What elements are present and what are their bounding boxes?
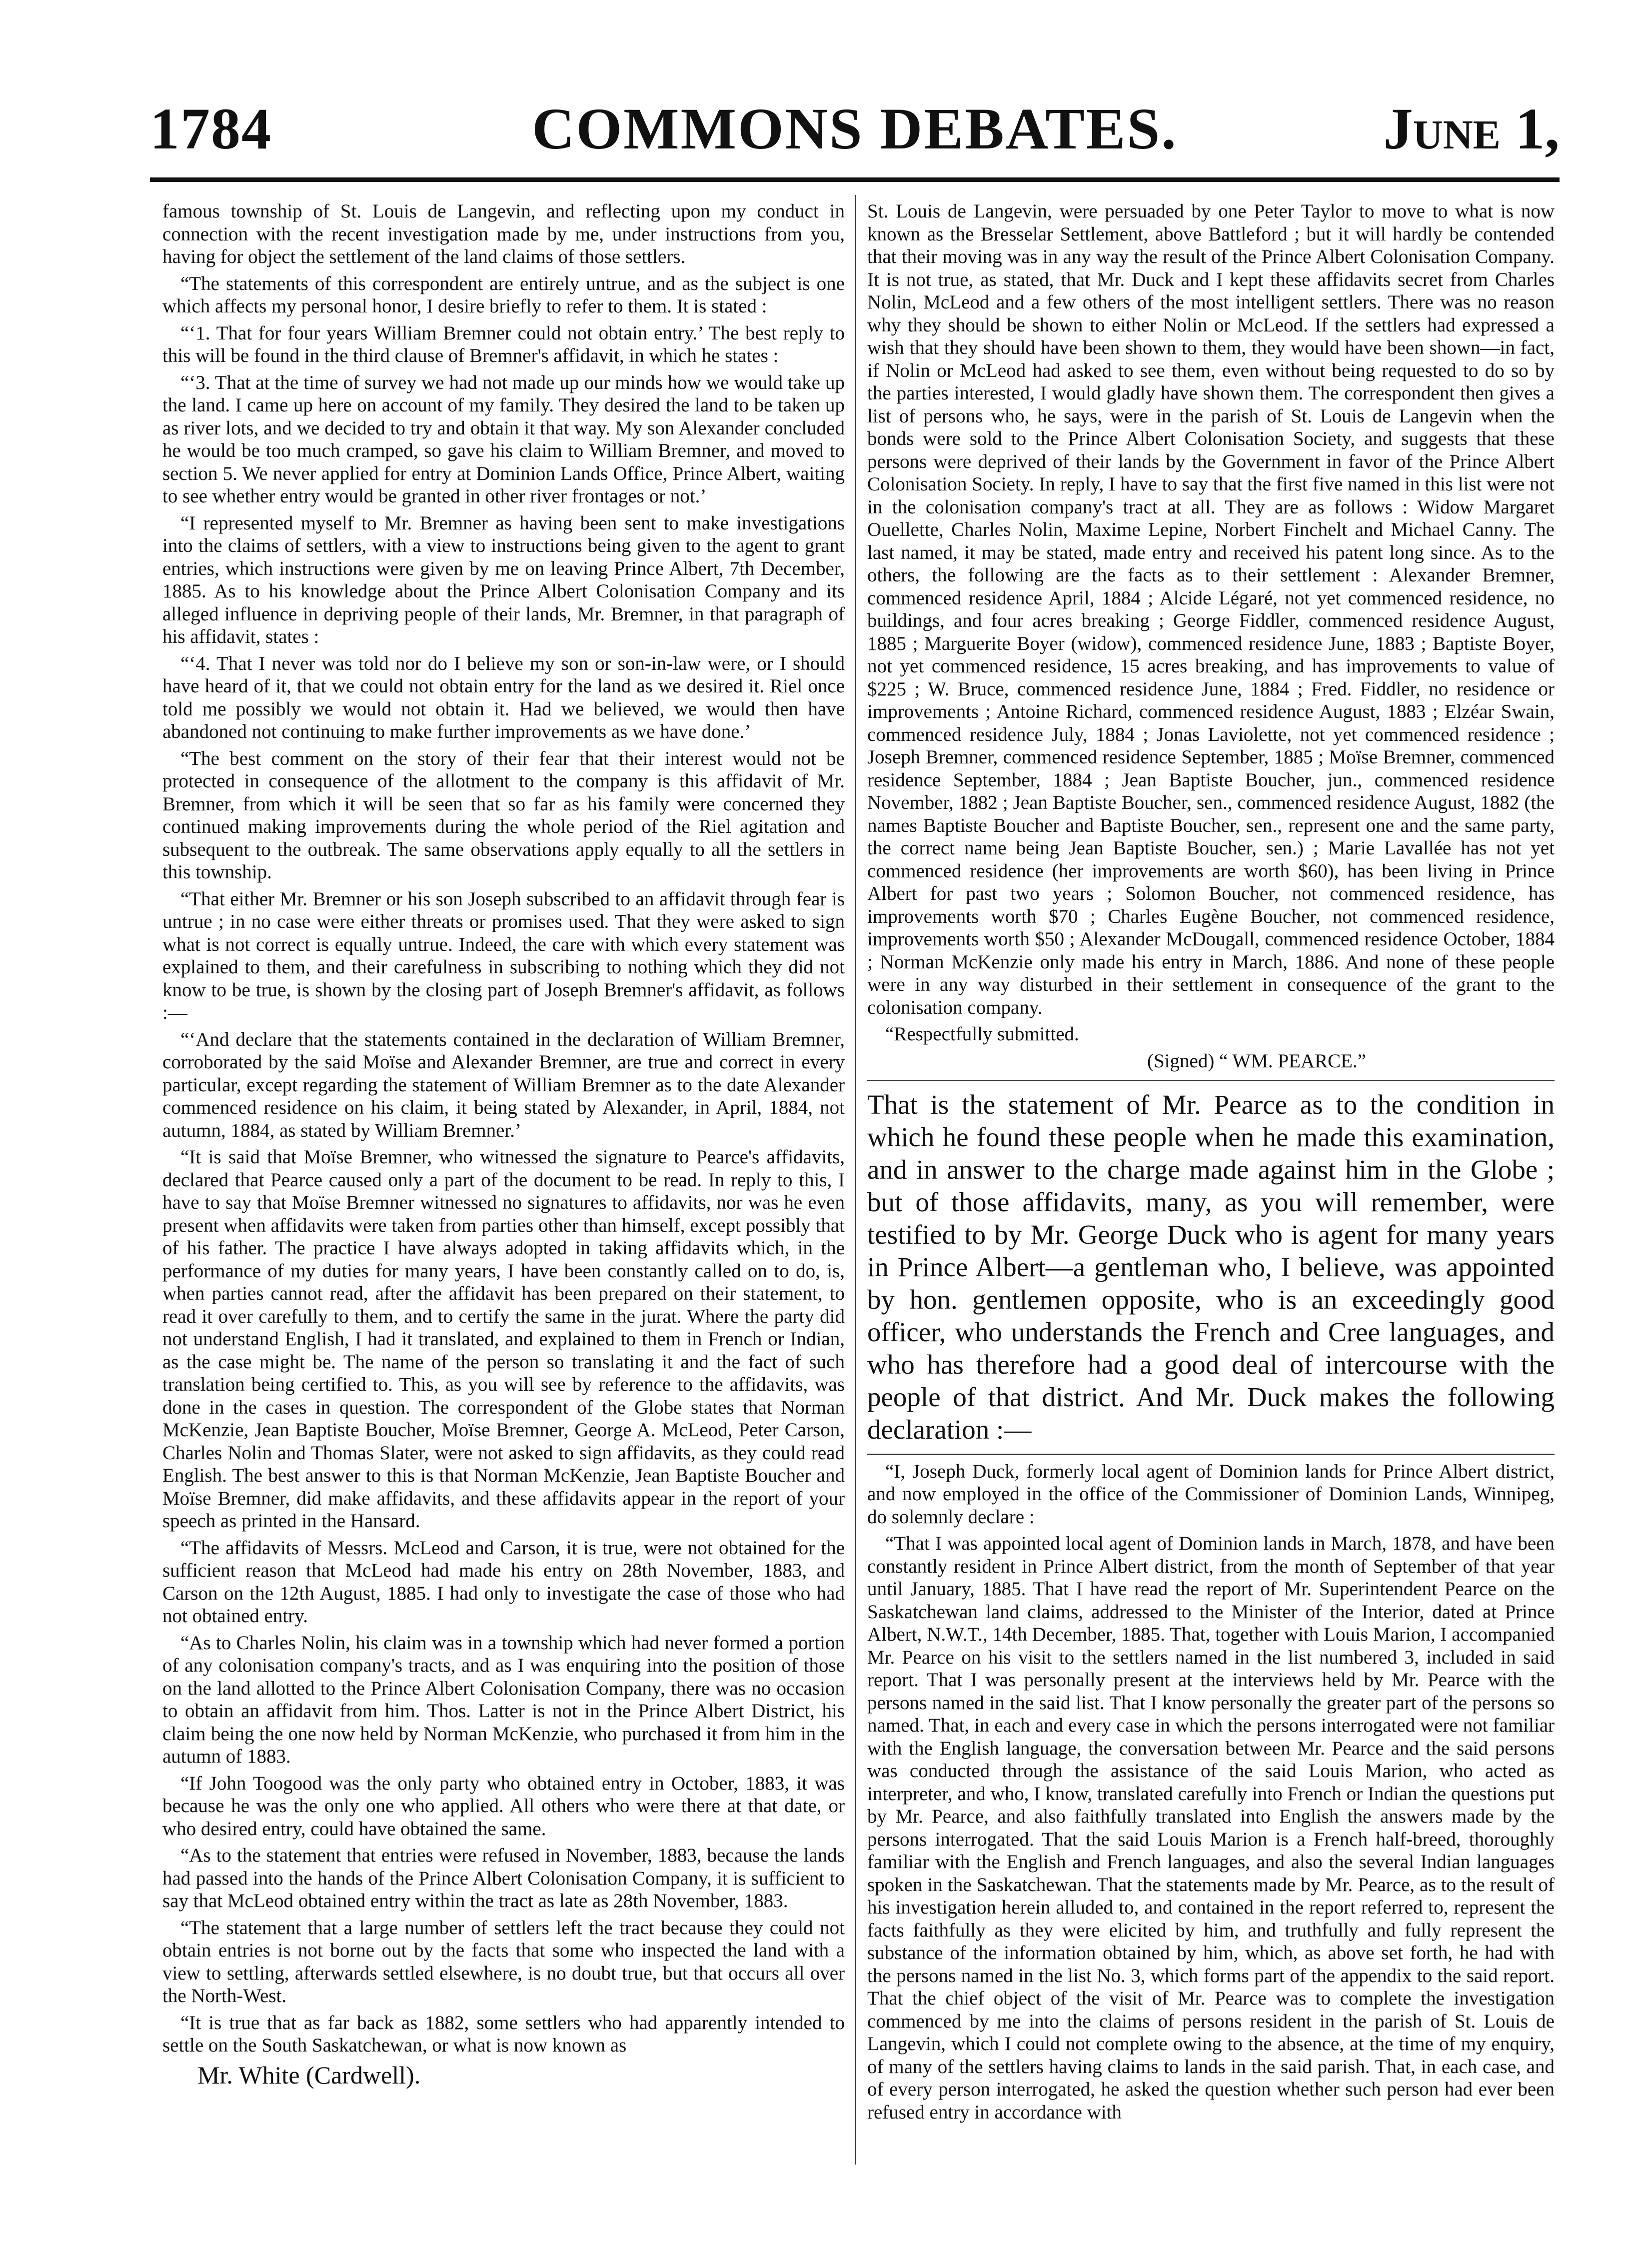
paragraph: “‘And declare that the statements contained in the declaration of William Bremner, corroborated by the said Moïse and Alexander Bremner, are true and correct in every particular, except regarding the statement of William Bremner as to the date Alexander commenced residence on his claim, it being stated by Alexander, in April, 1884, not autumn, 1884, as stated by William Bremner.’ [162, 1028, 845, 1141]
page-header [150, 95, 1560, 170]
paragraph: “‘4. That I never was told nor do I believe my son or son-in-law were, or I should have heard of it, that we could not obtain entry for the land as we desired it. Riel once told me possibly we would not obtain it. Had we believed, we would then have abandoned not continuing to make further improvements as we have done.’ [162, 652, 845, 742]
column-divider [855, 195, 856, 2165]
paragraph: “That either Mr. Bremner or his son Joseph subscribed to an affidavit through fear is untrue ; in no case were either threats or promises used. That they were asked to sign what is not correct is equally untrue. Indeed, the care with which every statement was explained to them, and their carefulness in subscribing to nothing which they did not know to be true, is shown by the closing part of Joseph Bremner's affidavit, as follows :— [162, 888, 845, 1023]
paragraph: “I represented myself to Mr. Bremner as having been sent to make investigations into the claims of settlers, with a view to instructions being given to the agent to grant entries, which instructions were given by me on leaving Prince Albert, 7th December, 1885. As to his knowledge about the Prince Albert Colonisation Company and its alleged influence in depriving people of their lands, Mr. Bremner, in that paragraph of his affidavit, states : [162, 512, 845, 647]
declaration-paragraph: “I, Joseph Duck, formerly local agent of Dominion lands for Prince Albert district, and now employed in the office of the Commissioner of Dominion Lands, Winnipeg, do solemnly declare : [867, 1460, 1555, 1528]
header-rule [150, 177, 1560, 182]
section-rule [867, 1454, 1555, 1455]
publication-title: COMMONS DEBATES. [532, 96, 1178, 161]
paragraph: “Respectfully submitted. [885, 1023, 1079, 1045]
paragraph: “‘3. That at the time of survey we had not made up our minds how we would take up the land. I came up here on account of my family. They desired the land to be taken up as river lots, and we decided to try and obtain it that way. My son Alexander concluded he would be too much cramped, so gave his claim to William Bremner, and moved to section 5. We never applied for entry at Dominion Lands Office, Prince Albert, waiting to see whether entry would be granted in other river frontages or not.’ [162, 371, 845, 507]
paragraph: “The statements of this correspondent are entirely untrue, and as the subject is one which affects my personal honor, I desire briefly to refer to them. It is stated : [162, 272, 845, 317]
paragraph: “If John Toogood was the only party who obtained entry in October, 1883, it was because he was the only one who applied. All others who were there at that date, or who desired entry, could have obtained the same. [162, 1772, 845, 1840]
paragraph: “It is true that as far back as 1882, some settlers who had apparently intended to settle on the South Saskatchewan, or what is now known as [162, 2012, 845, 2056]
paragraph: “It is said that Moïse Bremner, who witnessed the signature to Pearce's affidavits, declared that Pearce caused only a part of the document to be read. In reply to this, I have to say that Moïse Bremner witnessed no signatures to affidavits, nor was he even present when affidavits were taken from parties other than himself, except possibly that of his father. The practice I have always adopted in taking affidavits which, in the performance of my duties for many years, I have been constantly called on to do, is, when parties cannot read, after the affidavit has been prepared on their statement, to read it over carefully to them, and to certify the same in the jurat. Where the party did not understand English, I had it translated, and explained to them in French or Indian, as the case might be. The name of the person so translating it and the fact of such translation being certified to. This, as you will see by reference to the affidavits, was done in the cases in question. The correspondent of the Globe states that Norman McKenzie, Jean Baptiste Boucher, Moïse Bremner, George A. McLeod, Peter Carson, Charles Nolin and Thomas Slater, were not asked to sign affidavits, as they could read English. The best answer to this is that Norman McKenzie, Jean Baptiste Boucher and Moïse Bremner, did make affidavits, and these affidavits appear in the report of your speech as printed in the Hansard. [162, 1146, 845, 1532]
left-column [162, 200, 845, 2089]
paragraph: St. Louis de Langevin, were persuaded by one Peter Taylor to move to what is now known as the Bresselar Settlement, above Battleford ; but it will hardly be contended that their moving was in any way the result of the Prince Albert Colonisation Company. It is not true, as stated, that Mr. Duck and I kept these affidavits secret from Charles Nolin, McLeod and a few others of the most intelligent settlers. There was no reason why they should be shown to either Nolin or McLeod. If the settlers had expressed a wish that they should have been shown to them, they would have been shown—in fact, if Nolin or McLeod had asked to see them, even without being requested to do so by the parties interested, I would gladly have shown them. The correspondent then gives a list of persons who, he says, were in the parish of St. Louis de Langevin when the bonds were sold to the Prince Albert Colonisation Society, and suggests that these persons were deprived of their lands by the Government in favor of the Prince Albert Colonisation Society. In reply, I have to say that the first five named in this list were not in the colonisation company's tract at all. They are as follows : Widow Margaret Ouellette, Charles Nolin, Maxime Lepine, Norbert Finchelt and Michael Canny. The last named, it may be stated, made entry and received his patent long since. As to the others, the following are the facts as to their settlement : Alexander Bremner, commenced residence April, 1884 ; Alcide Légaré, not yet commenced residence, no buildings, and four acres breaking ; George Fiddler, commenced residence August, 1885 ; Marguerite Boyer (widow), commenced residence June, 1883 ; Baptiste Boyer, not yet commenced residence, 15 acres breaking, and has improvements to value of $225 ; W. Bruce, commenced residence June, 1884 ; Fred. Fiddler, no residence or improvements ; Antoine Richard, commenced residence August, 1883 ; Elzéar Swain, commenced residence July, 1884 ; Jonas Laviolette, not yet commenced residence ; Joseph Bremner, commenced residence September, 1885 ; Moïse Bremner, commenced residence September, 1884 ; Jean Baptiste Boucher, jun., commenced residence November, 1882 ; Jean Baptiste Boucher, sen., commenced residence August, 1882 (the names Baptiste Boucher and Baptiste Boucher, sen., represent one and the same party, the correct name being Jean Baptiste Boucher, sen.) ; Marie Lavallée has not yet commenced residence (her improvements are worth $60), has been living in Prince Albert for past two years ; Solomon Boucher, not commenced residence, has improvements worth $70 ; Charles Eugène Boucher, not commenced residence, improvements worth $50 ; Alexander McDougall, commenced residence October, 1884 ; Norman McKenzie only made his entry in March, 1886. And none of these people were in any way disturbed in their settlement in consequence of the grant to the colonisation company. [867, 200, 1555, 1018]
declaration-paragraph: “That I was appointed local agent of Dominion lands in March, 1878, and have been constantly resident in Prince Albert district, from the month of September of that year until January, 1885. That I have read the report of Mr. Superintendent Pearce on the Saskatchewan land claims, addressed to the Minister of the Interior, dated at Prince Albert, N.W.T., 14th December, 1885. That, together with Louis Marion, I accompanied Mr. Pearce on his visit to the settlers named in the list numbered 3, included in said report. That I was personally present at the interviews held by Mr. Pearce with the persons named in the said list. That I know personally the greater part of the persons so named. That, in each and every case in which the persons interrogated were not familiar with the English language, the conversation between Mr. Pearce and the said persons was conducted through the assistance of the said Louis Marion, who acted as interpreter, and who, I know, translated carefully into French or Indian the questions put by Mr. Pearce, and also faithfully translated into English the answers made by the persons interrogated. That the said Louis Marion is a French half-breed, thoroughly familiar with the English and French languages, and also the several Indian languages spoken in the Saskatchewan. That the statements made by Mr. Pearce, as to the result of his investigation herein alluded to, and contained in the report referred to, represent the facts faithfully as they were elicited by him, and truthfully and fully represent the substance of the information obtained by him, which, as above set forth, he had with the persons named in the list No. 3, which forms part of the appendix to the said report. That the chief object of the visit of Mr. Pearce was to complete the investigation commenced by me into the claims of persons resident in the parish of St. Louis de Langevin, which I could not complete owing to the absence, at the time of my enquiry, of many of the settlers having claims to lands in the said parish. That, in each case, and of every person interrogated, he asked the question whether such person had ever been refused entry in accordance with [867, 1533, 1555, 2123]
paragraph: famous township of St. Louis de Langevin, and reflecting upon my conduct in connection with the recent investigation made by me, under instructions from you, having for object the settlement of the land claims of those settlers. [162, 200, 845, 267]
speech-paragraph: That is the statement of Mr. Pearce as to the condition in which he found these people when he made this examination, and in answer to the charge made against him in the Globe ; but of those affidavits, many, as you will remember, were testified to by Mr. George Duck who is agent for many years in Prince Albert—a gentleman who, I believe, was appointed by hon. gentlemen opposite, who is an exceedingly good officer, who understands the French and Cree languages, and who has therefore had a good deal of intercourse with the people of that district. And Mr. Duck makes the following declaration :— [867, 1089, 1555, 1445]
page-date: June 1, [1383, 96, 1560, 161]
page-number: 1784 [150, 96, 272, 161]
signature-line: (Signed) “ WM. PEARCE.” [1147, 1050, 1366, 1072]
section-rule [867, 1080, 1555, 1081]
right-column [867, 200, 1555, 2128]
paragraph: “As to Charles Nolin, his claim was in a township which had never formed a portion of any colonisation company's tracts, and as I was enquiring into the position of those on the land allotted to the Prince Albert Colonisation Company, there was no occasion to obtain an affidavit from him. Thos. Latter is not in the Prince Albert District, his claim being the one now held by Norman McKenzie, who purchased it from him in the autumn of 1883. [162, 1632, 845, 1767]
paragraph: “‘1. That for four years William Bremner could not obtain entry.’ The best reply to this will be found in the third clause of Bremner's affidavit, in which he states : [162, 322, 845, 366]
paragraph: “The affidavits of Messrs. McLeod and Carson, it is true, were not obtained for the sufficient reason that McLeod had made his entry on 28th November, 1883, and Carson on the 12th August, 1885. I had only to investigate the case of those who had not obtained entry. [162, 1537, 845, 1627]
paragraph: “The best comment on the story of their fear that their interest would not be protected in consequence of the allotment to the company is this affidavit of Mr. Bremner, from which it will be seen that so far as his family were concerned they continued making improvements during the whole period of the Riel agitation and subsequent to the outbreak. The same observations apply equally to all the settlers in this township. [162, 747, 845, 883]
paragraph: “As to the statement that entries were refused in November, 1883, because the lands had passed into the hands of the Prince Albert Colonisation Company, it is sufficient to say that McLeod obtained entry within the tract as late as 28th November, 1883. [162, 1845, 845, 1912]
speaker-name: Mr. White (Cardwell). [197, 2061, 421, 2089]
paragraph: “The statement that a large number of settlers left the tract because they could not obtain entries is not borne out by the facts that some who inspected the land with a view to settling, afterwards settled elsewhere, is no doubt true, but that occurs all over the North-West. [162, 1917, 845, 2007]
